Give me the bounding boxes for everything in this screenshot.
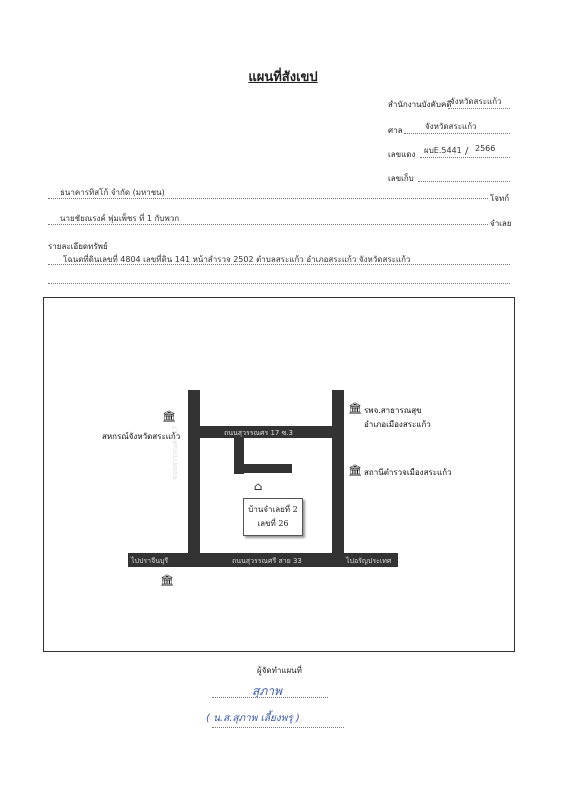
building-icon: 🏛 [348, 464, 362, 477]
asset-dotline-2 [48, 283, 510, 284]
left-exit-label: ไปปราจีนบุรี [131, 557, 169, 565]
signature-dotline [212, 697, 328, 698]
sketch-map [43, 297, 515, 652]
place-health-2: อำเภอเมืองสระแก้ว [364, 420, 431, 429]
place-police: สถานีตำรวจเมืองสระแก้ว [364, 468, 452, 477]
building-icon: 🏛 [162, 410, 176, 423]
case-red-year: 2566 [475, 144, 496, 153]
asset-detail: โฉนดที่ดินเลขที่ 4804 เลขที่ดิน 141 หน้าสำรวจ 2502 ตำบลสระแก้ว อำเภอสระแก้ว จังหวัดสระแก้ว [63, 255, 411, 264]
maker-label: ผู้จัดทำแผนที่ [257, 666, 302, 675]
fullname-dotline [212, 727, 344, 728]
court-label: ศาล [388, 126, 403, 135]
office-value: จังหวัดสระแก้ว [450, 97, 502, 106]
defendant-house-box [243, 498, 303, 536]
road-right-vertical [332, 390, 344, 560]
house-icon: ⌂ [254, 480, 263, 493]
case-red-value: ผบE.5441 [424, 146, 462, 155]
road-left-vertical [188, 390, 200, 560]
lane-horizontal [234, 464, 292, 473]
asset-dotline-1 [48, 264, 510, 265]
court-value: จังหวัดสระแก้ว [425, 122, 477, 131]
receipt-label: เลขเก็บ [388, 174, 414, 183]
asset-heading: รายละเอียดทรัพย์ [48, 242, 108, 251]
house-label-2: เลขที่ 26 [257, 519, 289, 528]
plaintiff-dotline [48, 198, 488, 199]
road-top-label: ถนนสุวรรณศร 17 ซ.3 [224, 429, 294, 437]
right-exit-label: ไปอรัญประเทศ [346, 557, 392, 565]
plaintiff-role: โจทก์ [490, 194, 510, 203]
place-health-1: รพจ.สาธารณสุข [364, 406, 422, 415]
plaintiff-name: ธนาคารทิสโก้ จำกัด (มหาชน) [60, 188, 165, 197]
road-left-label: ซอยสุวรรณศร 17 [171, 425, 179, 480]
signature-fullname: ( น.ส.สุภาพ เลี้ยงพรุ ) [206, 713, 300, 724]
building-icon: 🏛 [348, 402, 362, 415]
defendant-dotline [48, 224, 488, 225]
defendant-role: จำเลย [490, 219, 512, 228]
signature-scribble: สุภาพ [252, 684, 282, 698]
receipt-dotline [418, 181, 510, 182]
office-label: สำนักงานบังคับคดี [388, 100, 452, 109]
case-red-slash: / [465, 146, 469, 157]
case-red-dotline [420, 157, 510, 158]
office-dotline [448, 108, 510, 109]
court-dotline [404, 133, 510, 134]
road-bottom-label: ถนนสุวรรณศรี สาย 33 [232, 557, 302, 565]
case-red-label: เลขแดง [388, 150, 416, 159]
building-icon: 🏛 [160, 574, 174, 587]
place-cooperative: สหกรณ์จังหวัดสระแก้ว [102, 432, 181, 441]
page-title: แผนที่สังเขป [248, 70, 318, 85]
defendant-name: นายชัยณรงค์ พุ่มเพ็ชร ที่ 1 กับพวก [60, 214, 180, 223]
house-label-1: บ้านจำเลยที่ 2 [248, 505, 298, 514]
